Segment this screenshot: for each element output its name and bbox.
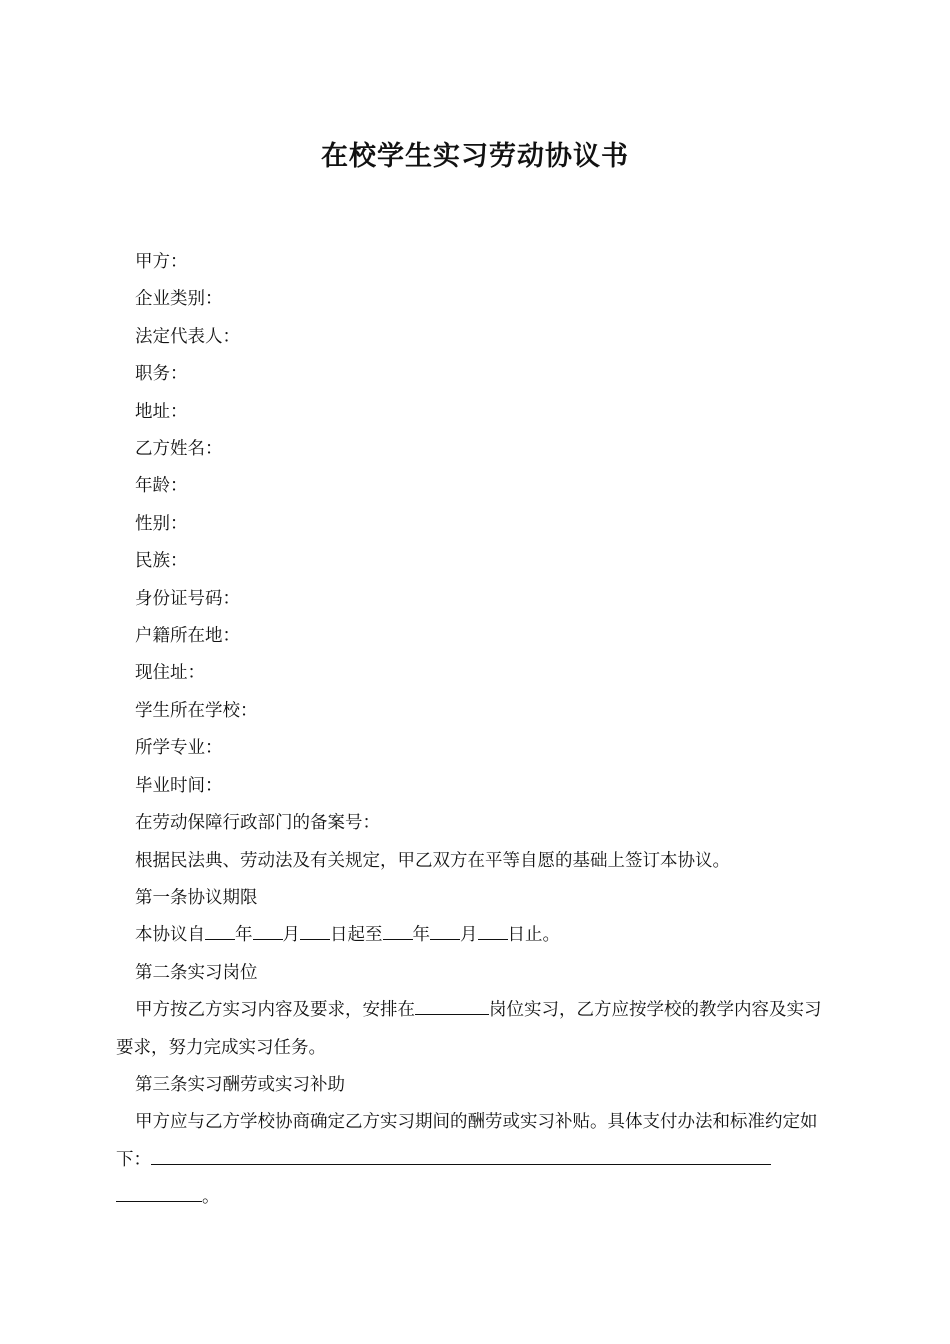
intro-paragraph: 根据民法典、劳动法及有关规定，甲乙双方在平等自愿的基础上签订本协议。 [135, 850, 730, 871]
field-gender: 性别： [135, 513, 188, 534]
field-school: 学生所在学校： [135, 700, 258, 721]
term-day-to-label: 日起至 [330, 925, 383, 946]
document-body [116, 244, 836, 1217]
article1-term-line [116, 917, 836, 954]
article3-text: 甲方应与乙方学校协商确定乙方实习期间的酬劳或实习补贴。具体支付办法和标准约定如下： [116, 1112, 818, 1170]
start-year-blank[interactable] [205, 921, 235, 940]
article2-text-before: 甲方按乙方实习内容及要求，安排在 [135, 1000, 415, 1021]
article3-paragraph [116, 1104, 836, 1216]
article2-text-after: 岗位实习，乙方应按学校的教学内容及实习要求，努力完成实习任务。 [116, 1000, 822, 1058]
start-month-blank[interactable] [253, 921, 283, 940]
field-current-address: 现住址： [135, 663, 205, 684]
end-day-blank[interactable] [478, 921, 508, 940]
field-party-b-name: 乙方姓名： [135, 439, 223, 460]
term-end-day-label: 日止。 [507, 925, 560, 946]
article2-paragraph [116, 992, 836, 1067]
field-party-a: 甲方： [135, 252, 188, 272]
article2-heading: 第二条实习岗位 [135, 962, 258, 983]
article3-heading: 第三条实习酬劳或实习补助 [135, 1074, 345, 1095]
start-day-blank[interactable] [300, 921, 330, 940]
term-text-from: 本协议自 [135, 925, 205, 946]
payment-terms-blank[interactable] [151, 1145, 771, 1164]
end-year-blank[interactable] [383, 921, 413, 940]
post-blank[interactable] [415, 996, 489, 1015]
field-ethnicity: 民族： [135, 551, 188, 572]
field-household-registration: 户籍所在地： [135, 626, 240, 647]
article1-heading: 第一条协议期限 [135, 887, 258, 908]
field-legal-representative: 法定代表人： [135, 326, 240, 347]
term-end-month-label: 月 [460, 925, 478, 946]
field-filing-number: 在劳动保障行政部门的备案号： [135, 813, 380, 834]
term-end-year-label: 年 [412, 925, 430, 946]
payment-terms-blank-continued[interactable] [116, 1183, 202, 1202]
field-graduation-time: 毕业时间： [135, 775, 223, 796]
term-year-label: 年 [235, 925, 253, 946]
field-enterprise-type: 企业类别： [135, 289, 223, 310]
field-position: 职务： [135, 364, 188, 385]
document-title: 在校学生实习劳动协议书 [321, 141, 629, 172]
term-month-label: 月 [282, 925, 300, 946]
field-id-number: 身份证号码： [135, 588, 240, 609]
field-age: 年龄： [135, 476, 188, 497]
end-month-blank[interactable] [430, 921, 460, 940]
field-address: 地址： [135, 401, 188, 422]
article3-end: 。 [202, 1187, 220, 1208]
field-major: 所学专业： [135, 738, 223, 759]
